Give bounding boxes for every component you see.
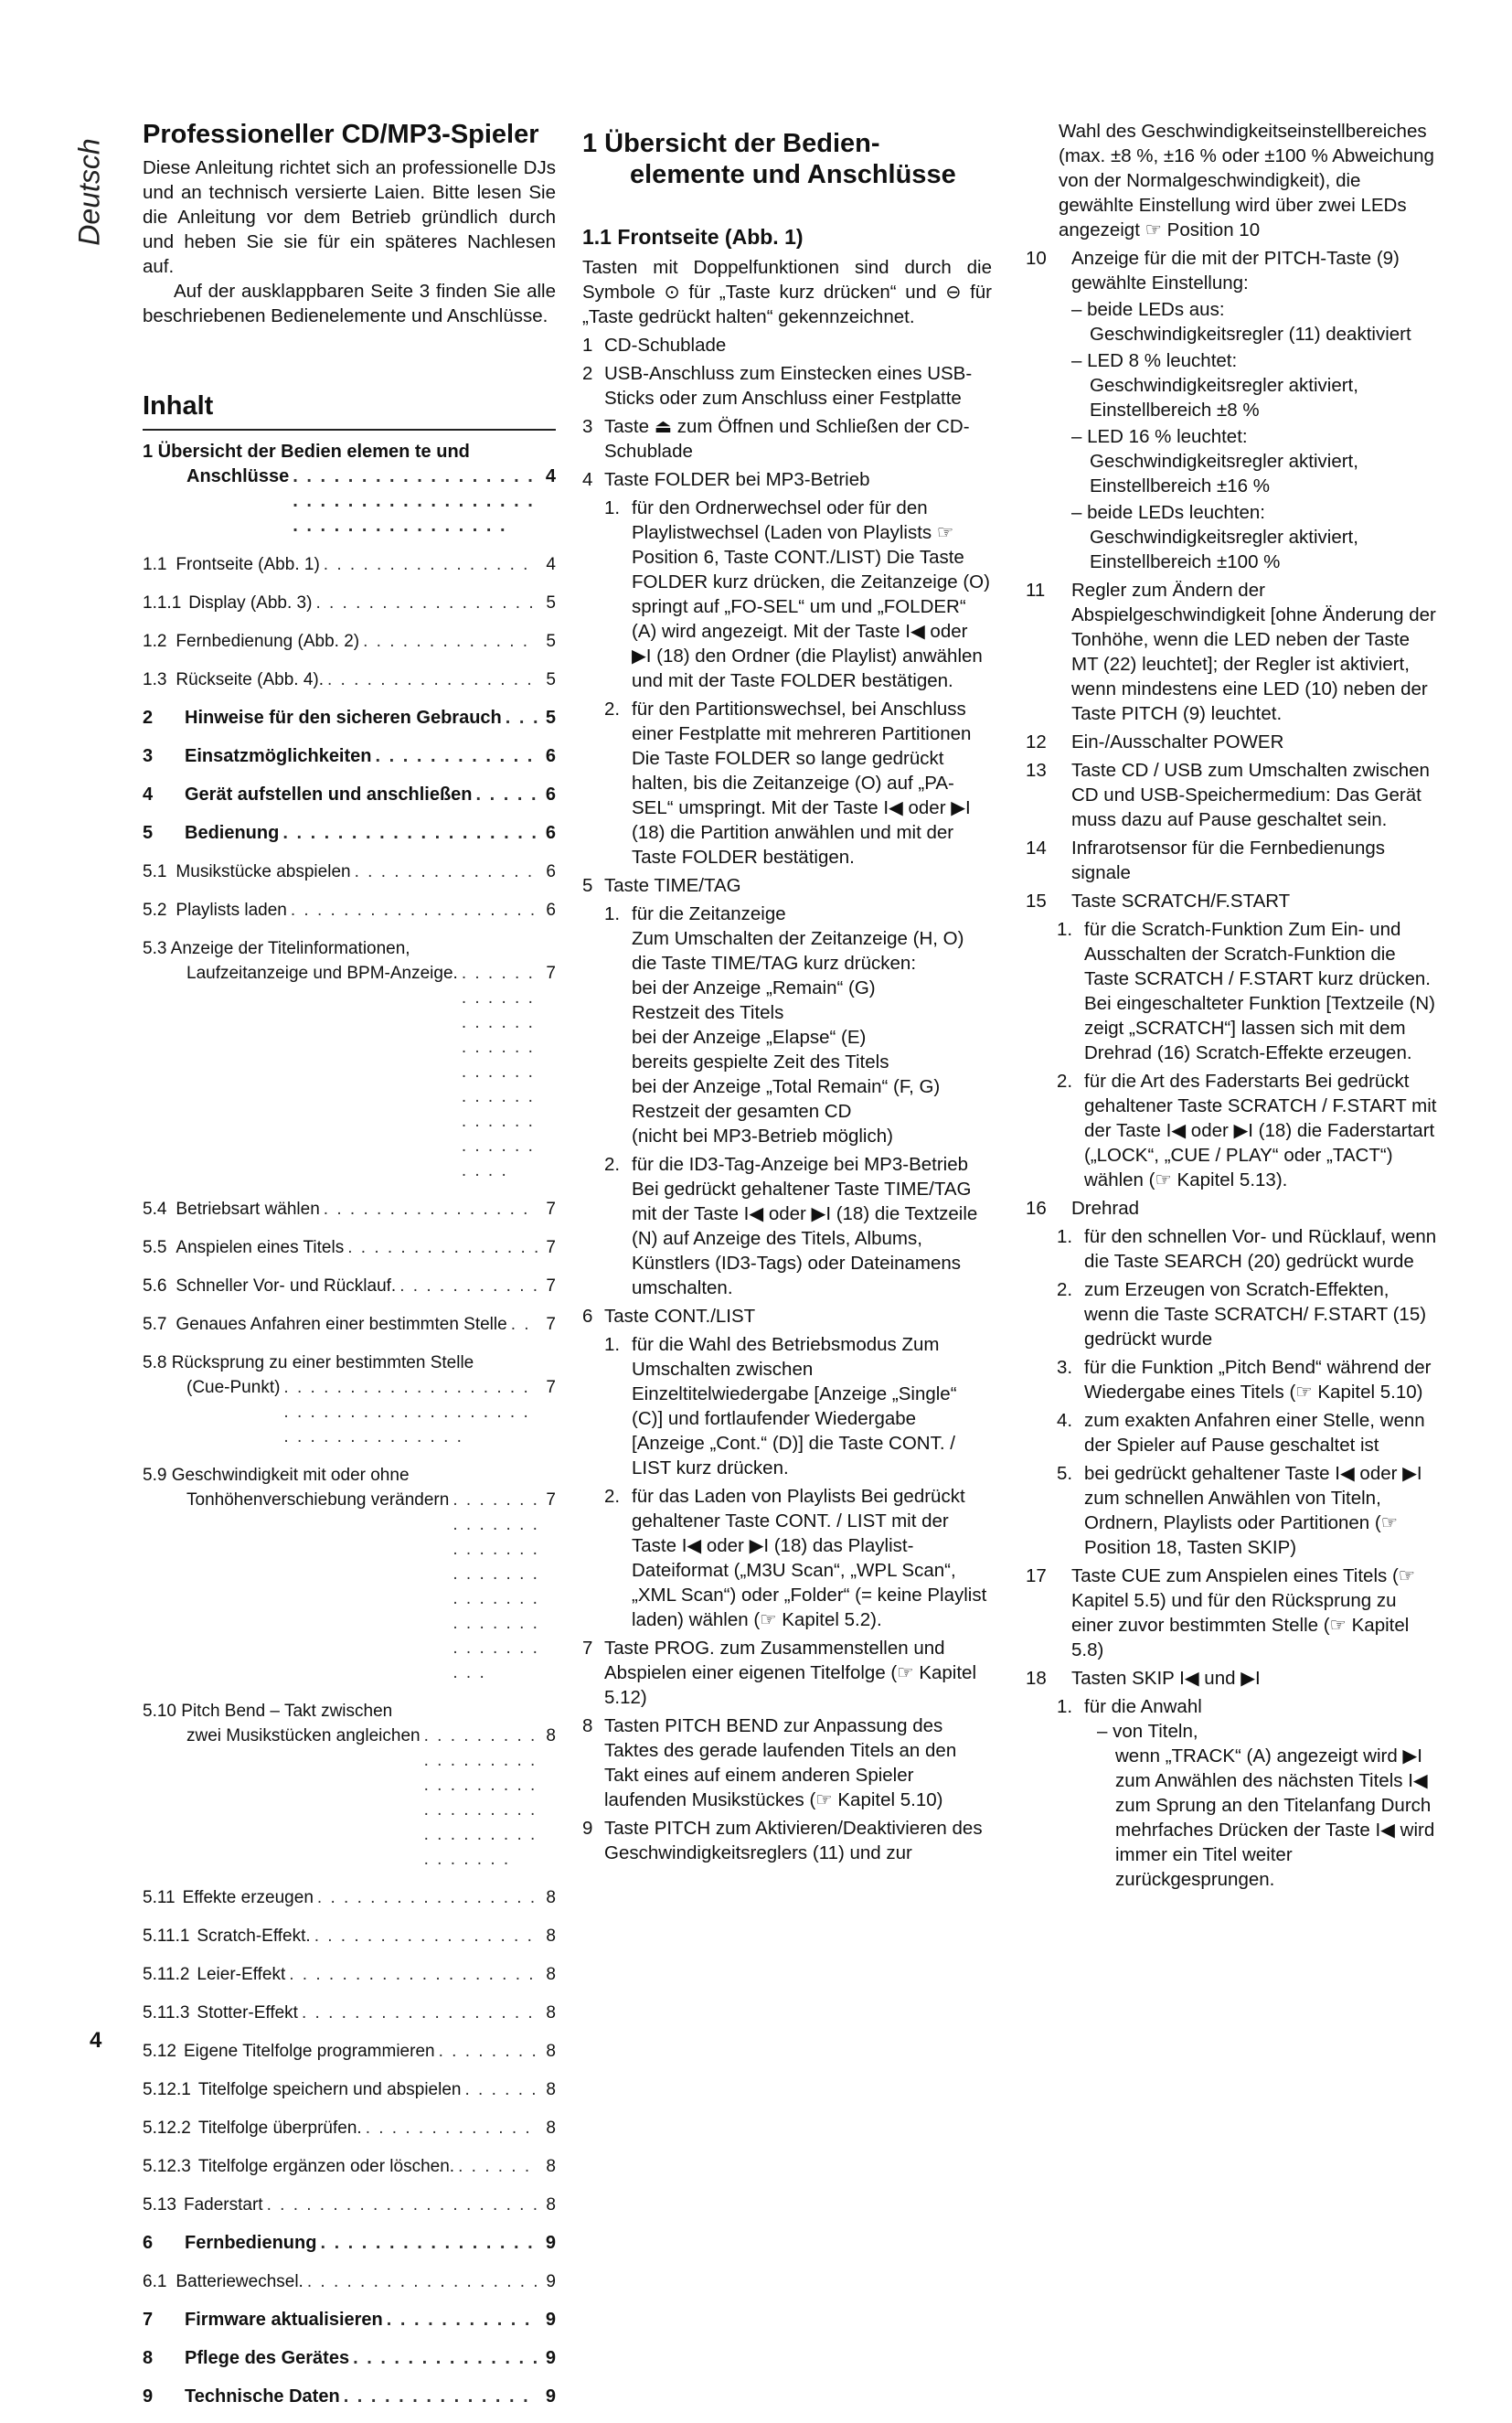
toc-entry-page: 8 [546,1888,556,1907]
list-item-2: 2 USB-Anschluss zum Einstecken eines USB-Sticks oder zum Anschluss einer Festplatte [582,363,973,409]
section-heading-line-2: elemente und Anschlüsse [630,160,956,189]
led-states [1026,297,1437,574]
toc-entry-number: 5.11.2 [143,1965,190,1984]
toc-entry[interactable] [143,552,556,577]
toc-entry-title-cont: Tonhöhenverschiebung verändern [186,1490,450,1510]
toc-entry-title: Anspielen eines Titels [176,1238,345,1257]
toc-entry-page: 4 [546,555,556,574]
toc-entry-page: 8 [546,2119,556,2138]
toc-entry-title-cont: (Cue-Punkt) [186,1378,281,1397]
list-item-17: 17 Taste CUE zum Anspielen eines Titels (☞ Kapitel 5.5) und für den Rücksprung zu einer zuvor bestimmten Stelle (☞ Kapitel 5.8) [1026,1565,1416,1660]
toc-entry[interactable] [143,1885,556,1910]
intro-paragraph-2: Auf der ausklappbaren Seite 3 finden Sie alle beschriebenen Bedienelemente und Anschlüsse. [143,281,556,326]
toc-entry-number: 5.9 [143,1466,167,1485]
toc-entry-page: 8 [546,1965,556,1984]
toc-entry[interactable] [143,1962,556,1987]
toc-entry-page: 7 [546,1200,556,1219]
toc-entry-page: 5 [546,670,556,689]
toc-entry-number: 5.11.3 [143,2003,190,2023]
list-item-5: 5 Taste TIME/TAG [582,875,741,896]
toc-entry-1-page: 4 [545,466,556,486]
toc-entry-number: 5.3 [143,939,167,958]
toc-entry-title: Faderstart [183,2195,263,2215]
toc-entry-number: 8 [143,2348,154,2368]
toc-entry[interactable] [143,1274,556,1298]
toc-entry-title: Eigene Titelfolge programmieren [183,2042,435,2061]
page-number: 4 [90,2028,102,2053]
elapse-desc: bereits gespielte Zeit des Titels [632,1051,889,1073]
toc-entry-title: Leier-Effekt [197,1965,286,1984]
toc-entry-page: 8 [546,2042,556,2061]
toc-entry-number: 2 [143,708,154,728]
toc-entry-title: Firmware aktualisieren [185,2310,383,2330]
list-item-4-1: 1. für den Ordnerwechsel oder für den Playlistwechsel (Laden von Playlists ☞Position 6, Taste CONT./LIST) Die Taste FOLDER kurz drücken, die Zeitanzeige (O) springt auf „FO-SEL“ um und „FOLDER“ (A) wird angezeigt. Mit der Taste I◀ oder ▶I (18) den Ordner (die Playlist) anwählen und mit der Taste FOLDER bestätigen. [604,497,990,691]
toc-entry[interactable] [143,2116,556,2140]
subsection-heading-1-1: 1.1 Frontseite (Abb. 1) [582,225,804,249]
list-item-16-1: 1. für den schnellen Vor- und Rücklauf, wenn die Taste SEARCH (20) gedrückt wurde [1057,1226,1437,1272]
toc-entry[interactable] [143,1235,556,1260]
toc-entry-title: Frontseite (Abb. 1) [176,555,320,574]
elapse-label: bei der Anzeige „Elapse“ (E) [632,1027,867,1048]
toc-entry[interactable] [143,2269,556,2294]
toc-entry-title: Musikstücke abspielen [176,862,351,881]
symbols-intro: Tasten mit Doppelfunktionen sind durch die Symbole ⊙ für „Taste kurz drücken“ und ⊖ für „Taste gedrückt halten“ gekennzeichnet. [582,257,992,327]
list-item-1: 1 CD-Schublade [582,335,727,356]
toc-entry[interactable] [143,1350,556,1449]
toc-entry-page: 7 [546,964,556,983]
toc-entry[interactable] [143,667,556,692]
toc-entry[interactable] [143,2001,556,2025]
list-item-16-5: 5. bei gedrückt gehaltener Taste I◀ oder ▶I zum schnellen Anwählen von Titeln, Ordnern, Playlists oder Partitionen (☞ Position 18, Tasten SKIP) [1057,1463,1422,1558]
toc-entry-number: 5.12.3 [143,2157,191,2176]
toc-entry-title: Bedienung [185,823,280,843]
toc-entry[interactable] [143,629,556,654]
list-item-16: 16 Drehrad [1026,1198,1140,1219]
toc-entry-page: 7 [546,1315,556,1334]
toc-entry-page: 5 [546,593,556,613]
led-state-2: – LED 8 % leuchtet: [1071,350,1238,371]
list-item-15-1: 1. für die Scratch-Funktion Zum Ein- und Ausschalten der Scratch-Funktion die Taste SCRATCH / F.START kurz drücken. Bei eingeschalteter Funktion [Textzeile (N) zeigt „SCRATCH“] lassen sich mit dem Drehrad (16) Scratch-Effekte erzeugen. [1057,919,1435,1063]
list-item-15-2: 2. für die Art des Faderstarts Bei gedrückt gehaltener Taste SCRATCH / F.START mit der Taste I◀ oder ▶I (18) die Faderstartart („LOCK“, „CUE / PLAY“ oder „TACT“) wählen (☞ Kapitel 5.13). [1057,1071,1437,1190]
toc-entry-title: Effekte erzeugen [182,1888,314,1907]
toc-entry-number: 5.6 [143,1276,167,1296]
toc-entry-title: Titelfolge speichern und abspielen [197,2080,462,2099]
toc-entry-title: Titelfolge überprüfen. [197,2119,362,2138]
time-display-label: für die Zeitanzeige [632,903,786,924]
led-state-4-desc: Geschwindigkeitsregler aktiviert, Einstellbereich ±100 % [1090,527,1358,572]
toc-entry-title-cont: zwei Musikstücken angleichen [186,1726,421,1745]
toc-entry-page: 8 [546,2080,556,2099]
toc-entry[interactable] [143,2077,556,2102]
toc-entry-page: 8 [546,2195,556,2215]
total-remain-note: (nicht bei MP3-Betrieb möglich) [632,1126,893,1147]
remain-label: bei der Anzeige „Remain“ (G) [632,977,876,998]
toc-entry-title: Technische Daten [185,2386,340,2407]
list-item-13: 13 Taste CD / USB zum Umschalten zwischen CD und USB-Speichermedium: Das Gerät muss dazu auf Pause geschaltet sein. [1026,760,1430,830]
skip-tracks-desc: wenn „TRACK“ (A) angezeigt wird ▶I zum Anwählen des nächsten Titels I◀ zum Sprung an den Titelanfang Durch mehrfaches Drücken der Taste I◀ wird immer ein Titel weiter zurückgesprungen. [1115,1745,1435,1890]
led-state-1-desc: Geschwindigkeitsregler (11) deaktiviert [1090,324,1411,345]
section-heading-line-1: 1 Übersicht der Bedien- [582,129,880,158]
list-item-6: 6 Taste CONT./LIST [582,1306,756,1327]
toc-entry-title: Scratch-Effekt. [197,1927,311,1946]
intro-section [143,119,556,328]
led-state-2-desc: Geschwindigkeitsregler aktiviert, Einstellbereich ±8 % [1090,375,1358,421]
list-item-8: 8 Tasten PITCH BEND zur Anpassung des Taktes des gerade laufenden Titels an den Takt eines auf einem anderen Spieler laufenden Musikstückes (☞ Kapitel 5.10) [582,1715,957,1810]
toc-entry[interactable] [143,2154,556,2179]
toc-entry-number: 5.4 [143,1200,167,1219]
toc-entry-number: 5.10 [143,1702,176,1721]
toc-entry-page: 6 [546,862,556,881]
toc-entry-title: Anzeige der Titelinformationen, [170,939,410,958]
toc-entry-title: Titelfolge ergänzen oder löschen. [197,2157,455,2176]
list-item-6-1: 1. für die Wahl des Betriebsmodus Zum Umschalten zwischen Einzeltitelwiedergabe [Anzeige „Single“ (C)] und fortlaufender Wiedergabe [Anzeige „Cont.“ (D)] die Taste CONT. / LIST kurz drücken. [604,1334,957,1478]
list-item-18: 18 Tasten SKIP I◀ und ▶I [1026,1668,1261,1689]
remain-desc: Restzeit des Titels [632,1002,784,1023]
language-label: Deutsch [72,138,106,246]
total-remain-desc: Restzeit der gesamten CD [632,1101,852,1122]
toc-entry-title: Fernbedienung (Abb. 2) [176,632,360,651]
toc-entry-title: Schneller Vor- und Rücklauf. [176,1276,397,1296]
skip-tracks-label: – von Titeln, [1097,1721,1198,1742]
toc-entry-title: Pitch Bend – Takt zwischen [181,1702,393,1721]
toc-entry-number: 5 [143,823,154,843]
list-item-5-1: 1. für die Zeitanzeige Zum Umschalten der Zeitanzeige (H, O) die Taste TIME/TAG kurz drücken: bei der Anzeige „Remain“ (G) Restzeit des Titels bei der Anzeige „Elapse“ (E) bereits gespielte Zeit des Titels bei der Anzeige „Total Remain“ (F, G) Restzeit der gesamten CD (nicht bei MP3-Betrieb möglich) [582,902,992,1148]
toc-entry-1-title-cont: Anschlüsse [186,466,290,486]
toc-entry-number: 5.11.1 [143,1927,190,1946]
toc-entry-number: 7 [143,2310,154,2330]
led-state-1: – beide LEDs aus: [1071,299,1225,320]
toc-entry-number: 1.1.1 [143,593,182,613]
language-tab [53,123,126,261]
list-item-10: 10 Anzeige für die mit der PITCH-Taste (9) gewählte Einstellung: [1026,248,1400,294]
toc-entry-number: 6 [143,2233,154,2253]
toc-entry-page: 9 [545,2386,556,2407]
toc-entry-page: 8 [546,2157,556,2176]
toc-entry-page: 6 [546,901,556,920]
toc-entry-1-title: 1 Übersicht der Bedien elemen te und [143,442,470,462]
toc-entry-page: 5 [546,632,556,651]
list-item-4: 4 Taste FOLDER bei MP3-Betrieb [582,469,870,490]
toc-entry-page: 8 [546,1927,556,1946]
list-item-16-4: 4. zum exakten Anfahren einer Stelle, wenn der Spieler auf Pause geschaltet ist [1057,1410,1425,1456]
toc-entry[interactable] [143,2385,556,2409]
toc-entry[interactable] [143,1197,556,1222]
toc-entry-number: 5.5 [143,1238,167,1257]
toc-entry[interactable] [143,1924,556,1948]
toc-entry-title: Fernbedienung [185,2233,317,2253]
toc-entry-title: Gerät aufstellen und anschließen [185,785,473,805]
toc-entry-number: 5.2 [143,901,167,920]
led-state-4: – beide LEDs leuchten: [1071,502,1265,523]
toc-entry-number: 3 [143,746,154,766]
toc-entry-number: 1.3 [143,670,167,689]
toc-entry[interactable] [143,2193,556,2217]
document-title: Professioneller CD/MP3-Spieler [143,120,539,149]
toc-entry-number: 4 [143,785,154,805]
column-overview-cont [1026,119,1437,1892]
list-item-4-2: 2. für den Partitionswechsel, bei Anschluss einer Festplatte mit mehreren Partitionen Die Taste FOLDER so lange gedrückt halten, bis die Zeitanzeige (O) auf „PA-SEL“ umspringt. Mit der Taste I◀ oder ▶I (18) die Partition anwählen und mit der Taste FOLDER bestätigen. [604,699,972,868]
led-state-3-desc: Geschwindigkeitsregler aktiviert, Einstellbereich ±16 % [1090,451,1358,496]
list-item-6-2: 2. für das Laden von Playlists Bei gedrückt gehaltener Taste CONT. / LIST mit der Taste I◀ oder ▶I (18) das Playlist-Dateiformat („M3U Scan“, „WPL Scan“, „XML Scan“) oder „Folder“ (= keine Playlist laden) wählen (☞ Kapitel 5.2). [604,1486,987,1630]
list-item-12: 12 Ein-/Ausschalter POWER [1026,731,1284,753]
toc-entry-number: 5.12.2 [143,2119,191,2138]
toc-entry-page: 6 [545,746,556,766]
toc-entry-number: 9 [143,2386,154,2407]
toc-entry-title: Stotter-Effekt [197,2003,298,2023]
toc-entry-page: 7 [546,1276,556,1296]
section-heading-1 [582,128,992,190]
toc-entry[interactable] [143,2231,556,2256]
toc-entry-number: 5.11 [143,1888,176,1907]
toc-entry-title: Rücksprung zu einer bestimmten Stelle [171,1353,474,1372]
toc-entry-title: Geschwindigkeit mit oder ohne [171,1466,410,1485]
toc-divider [143,429,556,431]
toc-entry-title: Playlists laden [176,901,287,920]
list-item-16-2: 2. zum Erzeugen von Scratch-Effekten, wenn die Taste SCRATCH/ F.START (15) gedrückt wurde [1057,1279,1427,1350]
toc-entry[interactable] [143,744,556,769]
toc-entry[interactable] [143,898,556,923]
toc-title: Inhalt [143,391,214,421]
toc-entry-number: 5.12.1 [143,2080,191,2099]
list-item-16-3: 3. für die Funktion „Pitch Bend“ während der Wiedergabe eines Titels (☞ Kapitel 5.10) [1057,1357,1432,1403]
time-display-desc: Zum Umschalten der Zeitanzeige (H, O) die Taste TIME/TAG kurz drücken: [632,928,964,974]
toc-entry-page: 9 [545,2348,556,2368]
list-item-3: 3 Taste ⏏ zum Öffnen und Schließen der CD-Schublade [582,416,970,462]
total-remain-label: bei der Anzeige „Total Remain“ (F, G) [632,1076,941,1097]
toc-entry[interactable] [143,936,556,1183]
list-item-14: 14 Infrarotsensor für die Fernbedienungs signale [1026,838,1386,883]
toc-entry-1[interactable] [143,440,556,539]
toc-entry-number: 1.1 [143,555,167,574]
toc-entry[interactable] [143,1699,556,1872]
toc-entry-title: Batteriewechsel. [176,2272,303,2291]
toc-entry-number: 5.13 [143,2195,176,2215]
led-state-3: – LED 16 % leuchtet: [1071,426,1248,447]
list-item-5-2: 2. für die ID3-Tag-Anzeige bei MP3-Betrieb Bei gedrückt gehaltener Taste TIME/TAG mit der Taste I◀ oder ▶I (18) die Textzeile (N) auf Anzeige des Titels, Albums, Künstlers (ID3-Tags) oder Dateinamens umschalten. [604,1154,978,1298]
toc-list [143,552,556,2409]
toc-entry[interactable] [143,859,556,884]
toc-entry[interactable] [143,706,556,731]
toc-entry-title: Display (Abb. 3) [188,593,313,613]
toc-entry-title: Betriebsart wählen [176,1200,320,1219]
toc-entry-page: 8 [546,1726,556,1745]
toc-entry-title: Genaues Anfahren einer bestimmten Stelle [176,1315,507,1334]
toc-entry-number: 5.8 [143,1353,167,1372]
toc-entry-number: 6.1 [143,2272,167,2291]
column-overview [582,119,992,1865]
list-item-9: 9 Taste PITCH zum Aktivieren/Deaktivieren des Geschwindigkeitsreglers (11) und zur [582,1818,983,1863]
toc-entry-page: 7 [546,1378,556,1397]
toc-entry-number: 5.7 [143,1315,167,1334]
toc-entry-title: Pflege des Gerätes [185,2348,350,2368]
toc-entry-page: 6 [545,785,556,805]
toc-entry-title-cont: Laufzeitanzeige und BPM-Anzeige. [186,964,458,983]
toc-entry-title: Einsatzmöglichkeiten [185,746,372,766]
list-item-18-1: 1. für die Anwahl – von Titeln, wenn „TRACK“ (A) angezeigt wird ▶I zum Anwählen des nächsten Titels I◀ zum Sprung an den Titelanfang Durch mehrfaches Drücken der Taste I◀ wird immer ein Titel weiter zurückgesprungen. [1026,1694,1437,1892]
toc-entry[interactable] [143,2308,556,2332]
toc-entry-number: 1.2 [143,632,167,651]
column-intro-toc [143,119,556,2423]
toc-entry[interactable] [143,1463,556,1685]
list-item-7: 7 Taste PROG. zum Zusammenstellen und Abspielen einer eigenen Titelfolge (☞ Kapitel 5.12) [582,1638,976,1708]
table-of-contents [143,440,556,2409]
toc-entry-title: Rückseite (Abb. 4). [176,670,324,689]
toc-entry[interactable] [143,821,556,846]
list-item-11: 11 Regler zum Ändern der Abspielgeschwindigkeit [ohne Änderung der Tonhöhe, wenn die LED neben der Taste MT (22) leuchtet]; der Regler ist aktiviert, wenn mindestens eine LED (10) neben der Taste PITCH (9) leuchtet. [1026,580,1436,724]
toc-entry-page: 8 [546,2003,556,2023]
toc-entry[interactable] [143,2039,556,2064]
skip-select-label: für die Anwahl [1084,1696,1202,1717]
toc-entry-page: 5 [545,708,556,728]
toc-entry-page: 7 [546,1490,556,1510]
toc-entry-title: Hinweise für den sicheren Gebrauch [185,708,502,728]
toc-entry[interactable] [143,2346,556,2371]
toc-entry[interactable] [143,1312,556,1337]
item-9-continued: Wahl des Geschwindigkeitseinstellbereiches (max. ±8 %, ±16 % oder ±100 % Abweichung von der Normalgeschwindigkeit), die gewählte Einstellung wird über zwei LEDs angezeigt ☞ Position 10 [1059,121,1434,240]
toc-entry-page: 6 [545,823,556,843]
toc-entry-page: 9 [545,2310,556,2330]
toc-entry-number: 5.12 [143,2042,176,2061]
toc-entry[interactable] [143,783,556,807]
list-item-15: 15 Taste SCRATCH/F.START [1026,891,1291,912]
toc-entry-page: 9 [546,2272,556,2291]
intro-paragraph-1: Diese Anleitung richtet sich an professionelle DJs und an technisch versierte Laien. Bitte lesen Sie die Anleitung vor dem Betrieb gründlich durch und heben Sie sie für ein späteres Nachlesen auf. [143,157,556,277]
toc-entry-number: 5.1 [143,862,167,881]
toc-entry-page: 7 [546,1238,556,1257]
toc-entry-page: 9 [545,2233,556,2253]
toc-entry[interactable] [143,591,556,615]
